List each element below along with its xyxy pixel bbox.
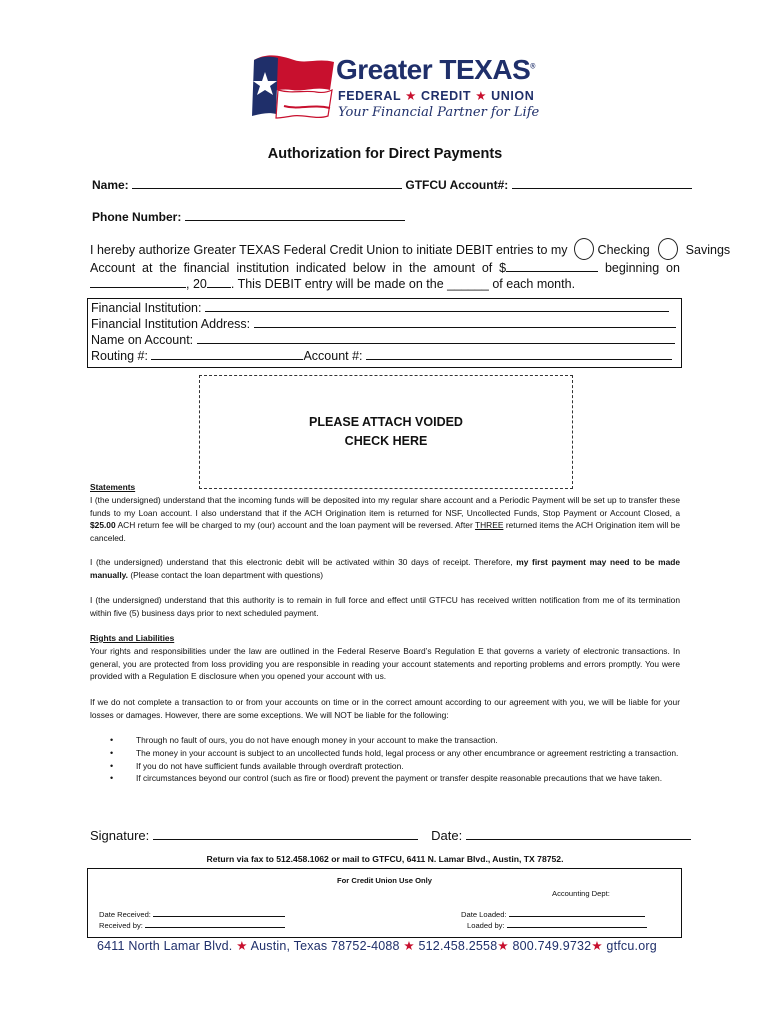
name-account-row xyxy=(92,178,692,192)
institution-field[interactable] xyxy=(205,311,669,312)
phone-label: Phone Number: xyxy=(92,210,182,224)
footer-website-link[interactable]: gtfcu.org xyxy=(606,939,657,953)
gtfcu-account-field[interactable] xyxy=(512,188,692,189)
received-by-row: Received by: xyxy=(99,921,285,930)
date-loaded-row: Date Loaded: xyxy=(461,910,645,919)
accounting-dept-label: Accounting Dept: xyxy=(552,889,610,898)
voided-check-instruction: PLEASE ATTACH VOIDED CHECK HERE xyxy=(309,415,463,448)
date-received-field[interactable] xyxy=(153,916,285,917)
footer-phone-local: 512.458.2558 xyxy=(418,939,498,953)
form-title: Authorization for Direct Payments xyxy=(267,146,503,162)
begin-date-field[interactable] xyxy=(90,287,186,288)
rights-paragraph-2: If we do not complete a transaction to or from your accounts on time or in the correct amount according to our agreement with you, we will be liable for your losses or damages. However, there are some exceptions. We will NOT be liable for the following: xyxy=(90,697,680,720)
savings-label: Savings xyxy=(685,243,731,257)
account-number-field[interactable] xyxy=(366,359,672,360)
list-item: • If you do not have sufficient funds available through overdraft protection. xyxy=(136,760,680,773)
statement-paragraph-2: I (the undersigned) understand that this electronic debit will be activated within 30 days of receipt. Therefore, my first payment may need to be made manually. (Please contact the loan department with questions) xyxy=(90,557,680,580)
star-icon: ★ xyxy=(497,939,509,953)
fi-address-row: Financial Institution Address: xyxy=(91,317,676,331)
star-icon: ★ xyxy=(236,939,248,953)
auth-line-1: I hereby authorize Greater TEXAS Federal Credit Union to initiate DEBIT entries to my Checking Savings xyxy=(90,238,680,260)
list-item: • If circumstances beyond our control (such as fire or flood) prevent the payment or transfer despite reasonable precautions that we have taken. xyxy=(136,772,680,785)
auth-line-2: Account at the financial institution indicated below in the amount of $ beginning on xyxy=(90,261,680,275)
credit-union-use-box xyxy=(87,868,682,938)
credit-union-logo xyxy=(248,50,538,130)
date-label: Date: xyxy=(431,828,463,843)
date-loaded-field[interactable] xyxy=(509,916,645,917)
statement-paragraph-1: I (the undersigned) understand that the incoming funds will be deposited into my regular share account and a Periodic Payment will be set up to transfer these funds to my Loan account. I also understand that if the ACH Origination item is returned for NSF, Uncollected Funds, Stop Payment or Account Closed, a $25.00 ACH return fee will be charged to my (our) account and the loan payment will be reversed. After THREE returned items the ACH Origination item will be canceled. xyxy=(90,494,681,544)
authorization-paragraph xyxy=(90,238,731,292)
statements-section xyxy=(90,481,680,545)
phone-row xyxy=(92,210,405,224)
date-received-row: Date Received: xyxy=(99,910,285,919)
gtfcu-account-label: GTFCU Account#: xyxy=(405,178,509,192)
logo-tagline: Your Financial Partner for Life xyxy=(338,105,540,120)
rights-paragraph-1: Your rights and responsibilities under the law are outlined in the Federal Reserve Board’s Regulation E that governs a variety of electronic transactions. In general, you are protected from loss providing you are responsible in reading your account statements and reporting problems and errors promptly. You were provided with a Regulation E disclosure when you opened your account with us. xyxy=(90,645,680,682)
savings-radio[interactable] xyxy=(658,238,678,260)
amount-field[interactable] xyxy=(506,271,598,272)
financial-institution-box xyxy=(87,298,682,368)
phone-field[interactable] xyxy=(185,220,405,221)
star-icon: ★ xyxy=(591,939,603,953)
footer-city: Austin, Texas 78752-4088 xyxy=(250,939,400,953)
footer-phone-tollfree: 800.749.9732 xyxy=(512,939,592,953)
name-on-account-field[interactable] xyxy=(197,343,675,344)
signature-label: Signature: xyxy=(90,828,150,843)
voided-check-area xyxy=(199,375,573,489)
routing-field[interactable] xyxy=(151,359,303,360)
rights-section xyxy=(90,632,680,683)
fi-name-row: Name on Account: xyxy=(91,333,675,347)
star-icon: ★ xyxy=(475,89,488,103)
footer-contact xyxy=(97,938,657,953)
footer-address: 6411 North Lamar Blvd. xyxy=(97,939,233,953)
loaded-by-row: Loaded by: xyxy=(467,921,647,930)
texas-flag-icon xyxy=(248,50,338,128)
exceptions-list xyxy=(90,734,680,785)
statements-heading: Statements xyxy=(90,482,136,492)
rights-heading: Rights and Liabilities xyxy=(90,633,175,643)
institution-address-field[interactable] xyxy=(254,327,676,328)
signature-row xyxy=(90,828,691,843)
auth-line-3: , 20 . This DEBIT entry will be made on the ______ of each month. xyxy=(90,276,680,292)
date-field[interactable] xyxy=(466,839,691,840)
name-field[interactable] xyxy=(132,188,402,189)
list-item: • Through no fault of ours, you do not have enough money in your account to make the transaction. xyxy=(136,734,680,747)
cu-use-title: For Credit Union Use Only xyxy=(337,876,432,885)
star-icon: ★ xyxy=(403,939,415,953)
statement-paragraph-3: I (the undersigned) understand that this authority is to remain in full force and effect until GTFCU has received written notification from me of its termination within five (5) business days prior to next scheduled payment. xyxy=(90,595,680,618)
fi-institution-row: Financial Institution: xyxy=(91,301,669,315)
signature-field[interactable] xyxy=(153,839,418,840)
logo-subtitle: FEDERAL ★ CREDIT ★ UNION xyxy=(338,89,535,103)
fi-routing-row: Routing #: Account #: xyxy=(91,349,672,363)
name-label: Name: xyxy=(92,178,129,192)
logo-title: Greater TEXAS® xyxy=(336,54,535,85)
return-instructions: Return via fax to 512.458.1062 or mail to GTFCU, 6411 N. Lamar Blvd., Austin, TX 78752. xyxy=(206,854,564,864)
received-by-field[interactable] xyxy=(145,927,285,928)
year-field[interactable] xyxy=(207,287,231,288)
list-item: • The money in your account is subject to an uncollected funds hold, legal process or any other encumbrance or agreement restricting a transaction. xyxy=(136,747,680,760)
star-icon: ★ xyxy=(405,89,417,103)
checking-radio[interactable] xyxy=(574,238,594,260)
checking-label: Checking xyxy=(597,243,650,257)
loaded-by-field[interactable] xyxy=(507,927,647,928)
